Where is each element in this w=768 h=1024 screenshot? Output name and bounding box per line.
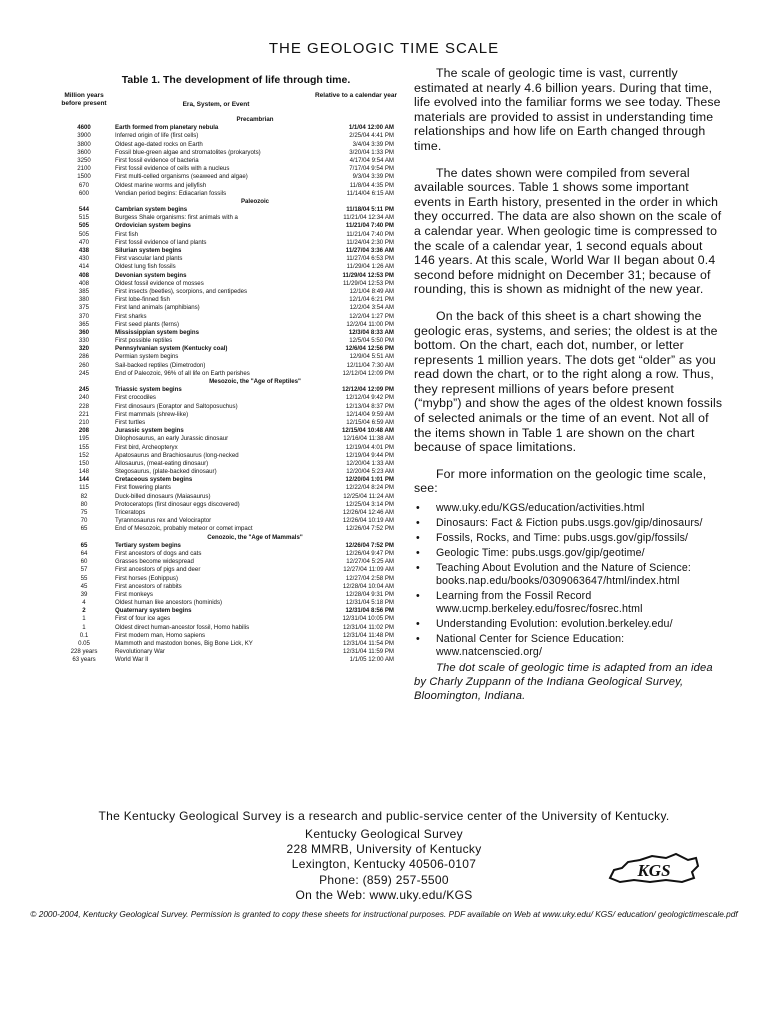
event-cell: First lobe-finned fish <box>115 296 170 304</box>
event-cell: World War II <box>115 656 149 664</box>
calendar-cell: 12/2/04 11:00 PM <box>346 320 394 328</box>
event-cell: First vascular land plants <box>115 255 183 263</box>
calendar-cell: 12/31/04 8:56 PM <box>345 607 394 615</box>
kgs-statement: The Kentucky Geological Survey is a research and public-service center of the University of Kentucky. <box>98 809 670 823</box>
calendar-cell: 9/3/04 3:39 PM <box>352 173 394 181</box>
calendar-cell: 7/17/04 9:54 PM <box>349 165 394 173</box>
table-row <box>56 329 406 337</box>
table-row <box>56 280 406 288</box>
million-years-cell: 600 <box>78 189 90 197</box>
table-row <box>56 321 406 329</box>
page-title: THE GEOLOGIC TIME SCALE <box>268 40 500 57</box>
table-row <box>56 517 406 525</box>
table-row <box>56 239 406 247</box>
event-cell: Ordovician system begins <box>115 222 191 230</box>
event-cell: First sharks <box>115 312 147 320</box>
header-event: Era, System, or Event <box>182 101 250 108</box>
table-row <box>56 288 406 296</box>
table-row <box>56 255 406 263</box>
event-cell: Dilophosaurus, an early Jurassic dinosaur <box>115 435 229 443</box>
million-years-cell: 505 <box>78 230 90 238</box>
era-heading-row <box>56 378 406 386</box>
million-years-cell: 1 <box>82 615 86 623</box>
million-years-cell: 195 <box>78 435 90 443</box>
calendar-cell: 12/13/04 8:37 PM <box>345 402 394 410</box>
attribution-note: The dot scale of geologic time is adapted from an idea by Charly Zuppann of the Indiana Geological Survey, Bloomington, Indiana. <box>414 662 713 703</box>
table-row <box>56 132 406 140</box>
calendar-cell: 12/22/04 8:24 PM <box>345 484 394 492</box>
million-years-cell: 0.1 <box>79 631 89 639</box>
table-row <box>56 386 406 394</box>
event-cell: Burgess Shale organisms: first animals with a <box>115 214 238 222</box>
table-row <box>56 231 406 239</box>
event-cell: First insects (beetles), scorpions, and centipedes <box>115 287 248 295</box>
event-cell: Pennsylvanian system (Kentucky coal) <box>115 345 228 353</box>
table-row <box>56 370 406 378</box>
table-row <box>56 263 406 271</box>
event-cell: First turtles <box>115 418 146 426</box>
table-row <box>56 149 406 157</box>
calendar-cell: 12/28/04 10:04 AM <box>342 582 394 590</box>
million-years-cell: 2 <box>82 607 86 615</box>
event-cell: First of four ice ages <box>115 615 171 623</box>
million-years-cell: 365 <box>78 320 90 328</box>
table-row <box>56 591 406 599</box>
table-row <box>56 501 406 509</box>
calendar-cell: 12/11/04 7:30 AM <box>346 361 394 369</box>
calendar-cell: 12/1/04 8:49 AM <box>349 287 394 295</box>
event-cell: Oldest fossil evidence of mosses <box>115 279 204 287</box>
event-cell: Allosaurus, (meat-eating dinosaur) <box>115 459 209 467</box>
event-cell: Protoceratops (first dinosaur eggs discovered) <box>115 500 240 508</box>
table-row <box>56 558 406 566</box>
event-cell: Oldest lung fish fossils <box>115 263 176 271</box>
table-row <box>56 337 406 345</box>
calendar-cell: 11/8/04 4:35 PM <box>349 181 394 189</box>
million-years-cell: 286 <box>78 353 90 361</box>
table-row <box>56 411 406 419</box>
million-years-cell: 80 <box>80 500 88 508</box>
calendar-cell: 12/14/04 9:59 AM <box>346 410 394 418</box>
event-cell: Jurassic system begins <box>115 427 184 435</box>
paragraph-more-info: For more information on the geologic time scale, see: <box>414 466 707 496</box>
event-cell: First ancestors of rabbits <box>115 582 182 590</box>
table-row <box>56 190 406 198</box>
event-cell: Mammoth and mastodon bones, Big Bone Lick, KY <box>115 640 253 647</box>
million-years-cell: 3600 <box>77 148 91 156</box>
million-years-cell: 3250 <box>77 156 91 164</box>
era-name: Cenozoic, the "Age of Mammals" <box>207 533 303 541</box>
million-years-cell: 39 <box>80 590 88 598</box>
header-calendar: Relative to a calendar year <box>314 92 397 99</box>
event-cell: First dinosaurs (Eoraptor and Saltoposuchus) <box>115 402 238 410</box>
calendar-cell: 12/27/04 5:25 AM <box>346 558 394 566</box>
million-years-cell: 75 <box>80 509 88 516</box>
table-row <box>56 222 406 230</box>
calendar-cell: 12/31/04 11:54 PM <box>342 640 394 647</box>
million-years-cell: 430 <box>78 255 90 263</box>
event-cell: First ancestors of dogs and cats <box>115 549 202 557</box>
million-years-cell: 360 <box>78 328 90 336</box>
million-years-cell: 65 <box>80 541 88 549</box>
event-cell: Oldest human like ancestors (hominids) <box>115 599 223 607</box>
resource-link[interactable]: • Geologic Time: pubs.usgs.gov/gip/geotime/ <box>414 547 724 560</box>
era-heading-row <box>56 116 406 124</box>
table-row <box>56 444 406 452</box>
million-years-cell: 2100 <box>77 165 91 173</box>
table-row <box>56 353 406 361</box>
million-years-cell: 57 <box>80 566 88 574</box>
event-cell: Revolutionary War <box>115 648 165 656</box>
calendar-cell: 12/15/04 6:59 AM <box>346 418 394 426</box>
table-row <box>56 525 406 533</box>
event-cell: First bird, Archeopteryx <box>115 443 178 451</box>
paragraph-dates: The dates shown were compiled from several available sources. Table 1 shows some important events in Earth history, presented in the order in which they occurred. The data are also shown on the scale of a calendar year. When geologic time is compressed to the scale of a calendar year, 1 second equals about 146 years. At this scale, World War II began about 0.4 second before midnight on December 31; because of rounding, this is shown as midnight of the new year. <box>414 165 722 297</box>
calendar-cell: 12/26/04 9:47 PM <box>345 549 394 557</box>
calendar-cell: 11/27/04 3:36 AM <box>345 247 394 254</box>
million-years-cell: 65 <box>80 525 88 533</box>
event-cell: Cretaceous system begins <box>115 476 193 484</box>
calendar-cell: 12/26/04 7:52 PM <box>345 541 394 549</box>
event-cell: Apatosaurus and Brachiosaurus (long-necked <box>115 451 239 459</box>
event-cell: Oldest marine worms and jellyfish <box>115 181 207 189</box>
calendar-cell: 11/29/04 12:53 PM <box>342 279 394 287</box>
era-heading-row <box>56 198 406 206</box>
resource-link[interactable]: • www.uky.edu/KGS/education/activities.html <box>414 502 724 515</box>
million-years-cell: 70 <box>80 517 88 525</box>
million-years-cell: 260 <box>78 361 90 369</box>
table-row <box>56 157 406 165</box>
calendar-cell: 12/20/04 5:23 AM <box>346 468 394 476</box>
calendar-cell: 1/1/05 12:00 AM <box>349 656 394 664</box>
calendar-cell: 11/21/04 12:34 AM <box>343 214 394 222</box>
event-cell: First fossil evidence of land plants <box>115 238 207 246</box>
table-row <box>56 632 406 640</box>
million-years-cell: 438 <box>78 247 90 254</box>
table-row <box>56 362 406 370</box>
calendar-cell: 4/17/04 9:54 AM <box>349 156 394 164</box>
million-years-cell: 0.05 <box>78 640 90 647</box>
event-cell: First seed plants (ferns) <box>115 320 180 328</box>
calendar-cell: 12/2/04 3:54 AM <box>349 304 394 312</box>
event-cell: First horses (Eohippus) <box>115 574 178 582</box>
event-cell: Permian system begins <box>115 353 179 361</box>
resource-link[interactable]: • Learning from the Fossil Record www.ucmp.berkeley.edu/fosrec/fosrec.html <box>414 590 724 616</box>
header-million-years: Million years before present <box>61 92 107 107</box>
event-cell: Inferred origin of life (first cells) <box>115 132 199 140</box>
event-cell: First multi-celled organisms (seaweed and algae) <box>115 173 248 181</box>
million-years-cell: 4600 <box>77 124 91 132</box>
event-cell: Mississippian system begins <box>115 328 199 336</box>
event-cell: First flowering plants <box>115 484 171 492</box>
million-years-cell: 670 <box>78 181 90 189</box>
table-row <box>56 165 406 173</box>
resource-link[interactable]: • National Center for Science Education: www.natcenscied.org/ <box>414 633 724 659</box>
event-cell: Tyrannosaurus rex and Velociraptor <box>115 517 212 525</box>
event-cell: Sail-backed reptiles (Dimetrodon) <box>115 361 206 369</box>
calendar-cell: 12/27/04 2:58 PM <box>345 574 394 582</box>
calendar-cell: 11/24/04 2:30 PM <box>346 238 394 246</box>
million-years-cell: 375 <box>78 304 90 312</box>
million-years-cell: 63 years <box>72 656 96 664</box>
table-row <box>56 182 406 190</box>
million-years-cell: 208 <box>78 427 90 435</box>
table-row <box>56 304 406 312</box>
table-row <box>56 599 406 607</box>
calendar-cell: 3/20/04 1:33 PM <box>349 148 394 156</box>
calendar-cell: 12/26/04 10:19 AM <box>342 517 394 525</box>
million-years-cell: 380 <box>78 296 90 304</box>
calendar-cell: 12/20/04 1:01 PM <box>345 476 394 484</box>
million-years-cell: 64 <box>80 549 88 557</box>
calendar-cell: 12/3/04 8:33 AM <box>348 328 394 336</box>
million-years-cell: 55 <box>80 574 88 582</box>
million-years-cell: 408 <box>78 271 90 279</box>
calendar-cell: 11/14/04 6:15 AM <box>346 189 394 197</box>
table-row <box>56 509 406 517</box>
table-row <box>56 345 406 353</box>
event-cell: First crocodiles <box>115 394 156 402</box>
event-cell: First mammals (shrew-like) <box>115 410 189 418</box>
table-row <box>56 272 406 280</box>
logo-text: KGS <box>637 861 671 880</box>
resource-link[interactable]: • Dinosaurs: Fact & Fiction pubs.usgs.gov/gip/dinosaurs/ <box>414 517 724 530</box>
million-years-cell: 60 <box>80 558 88 566</box>
event-cell: Oldest age-dated rocks on Earth <box>115 140 203 148</box>
calendar-cell: 12/1/04 6:21 PM <box>349 296 394 304</box>
million-years-cell: 1 <box>82 623 86 631</box>
resource-list <box>414 502 724 659</box>
event-cell: Duck-billed dinosaurs (Maiasaurus) <box>115 492 211 500</box>
calendar-cell: 11/21/04 7:40 PM <box>346 230 394 238</box>
table-row <box>56 141 406 149</box>
calendar-cell: 12/19/04 4:01 PM <box>345 443 394 451</box>
table-row <box>56 550 406 558</box>
million-years-cell: 505 <box>78 222 90 230</box>
million-years-cell: 385 <box>78 287 90 295</box>
million-years-cell: 408 <box>78 279 90 287</box>
event-cell: End of Paleozoic, 96% of all life on Earth perishes <box>115 369 250 377</box>
table-row <box>56 615 406 623</box>
calendar-cell: 12/6/04 12:56 PM <box>345 345 394 353</box>
million-years-cell: 152 <box>78 451 90 459</box>
table-header <box>56 92 406 116</box>
calendar-cell: 12/9/04 5:51 AM <box>349 353 394 361</box>
table-row <box>56 452 406 460</box>
event-cell: First land animals (amphibians) <box>115 304 200 312</box>
address-phone: Phone: (859) 257-5500 <box>319 872 449 887</box>
era-name: Paleozoic <box>240 197 270 205</box>
event-cell: Stegosaurus, (plate-backed dinosaur) <box>115 468 217 476</box>
table-row <box>56 206 406 214</box>
table-row <box>56 313 406 321</box>
event-cell: First possible reptiles <box>115 337 173 345</box>
calendar-cell: 11/21/04 7:40 PM <box>345 222 394 230</box>
event-cell: Earth formed from planetary nebula <box>115 124 219 132</box>
resource-link[interactable]: • Fossils, Rocks, and Time: pubs.usgs.gov/gip/fossils/ <box>414 532 724 545</box>
address-org: Kentucky Geological Survey <box>305 827 463 841</box>
calendar-cell: 12/15/04 10:48 AM <box>342 427 394 435</box>
kgs-logo-icon <box>606 848 702 888</box>
event-cell: Vendian period begins: Ediacarian fossils <box>115 189 227 197</box>
million-years-cell: 470 <box>78 238 90 246</box>
table-caption: Table 1. The development of life through time. <box>121 74 351 86</box>
calendar-cell: 12/12/04 9:42 PM <box>345 394 394 402</box>
million-years-cell: 245 <box>78 369 90 377</box>
calendar-cell: 12/31/04 11:02 PM <box>342 623 394 631</box>
calendar-cell: 12/26/04 12:46 AM <box>342 509 394 516</box>
event-cell: First fossil evidence of cells with a nucleus <box>115 165 230 173</box>
event-cell: Grasses become widespread <box>115 558 194 566</box>
calendar-cell: 12/20/04 1:33 AM <box>346 459 394 467</box>
calendar-cell: 12/5/04 5:50 PM <box>349 337 394 345</box>
calendar-cell: 12/12/04 12:09 PM <box>342 386 394 394</box>
million-years-cell: 320 <box>78 345 90 353</box>
table-row <box>56 460 406 468</box>
table-row <box>56 648 406 656</box>
calendar-cell: 12/27/04 11:09 AM <box>343 566 394 574</box>
calendar-cell: 12/31/04 5:18 PM <box>345 599 394 607</box>
era-name: Precambrian <box>236 116 274 123</box>
event-cell: End of Mesozoic, probably meteor or comet impact <box>115 525 253 533</box>
address-web[interactable]: On the Web: www.uky.edu/KGS <box>295 887 473 902</box>
table-row <box>56 468 406 476</box>
table-row <box>56 583 406 591</box>
table-row <box>56 296 406 304</box>
table-row <box>56 493 406 501</box>
event-cell: Triassic system begins <box>115 386 182 394</box>
calendar-cell: 12/2/04 1:27 PM <box>349 312 394 320</box>
calendar-cell: 12/31/04 10:05 PM <box>342 615 394 623</box>
table-row <box>56 566 406 574</box>
event-cell: Quaternary system begins <box>115 607 192 615</box>
event-cell: First fish <box>115 230 139 238</box>
million-years-cell: 3900 <box>77 132 91 140</box>
table-row <box>56 476 406 484</box>
million-years-cell: 82 <box>80 492 88 500</box>
table-row <box>56 394 406 402</box>
calendar-cell: 12/28/04 9:31 PM <box>345 590 394 598</box>
million-years-cell: 228 <box>78 402 90 410</box>
calendar-cell: 11/18/04 5:11 PM <box>346 206 394 214</box>
calendar-cell: 12/31/04 11:48 PM <box>342 631 394 639</box>
million-years-cell: 370 <box>78 312 90 320</box>
million-years-cell: 3800 <box>77 140 91 148</box>
calendar-cell: 11/29/04 12:53 PM <box>342 271 394 279</box>
million-years-cell: 210 <box>78 418 90 426</box>
event-cell: Cambrian system begins <box>115 206 188 214</box>
million-years-cell: 150 <box>78 459 90 467</box>
life-through-time-table <box>56 74 406 665</box>
million-years-cell: 1500 <box>77 173 91 181</box>
calendar-cell: 12/12/04 12:09 PM <box>342 369 394 377</box>
calendar-cell: 12/25/04 11:24 AM <box>343 492 394 500</box>
event-cell: First fossil evidence of bacteria <box>115 156 199 164</box>
resource-link[interactable]: • Understanding Evolution: evolution.berkeley.edu/ <box>414 618 724 631</box>
million-years-cell: 330 <box>78 337 90 345</box>
resource-link[interactable]: • Teaching About Evolution and the Nature of Science: books.nap.edu/books/0309063647/html/index.html <box>414 562 724 588</box>
calendar-cell: 1/1/04 12:00 AM <box>348 124 394 132</box>
calendar-cell: 12/19/04 9:44 PM <box>345 451 394 459</box>
address-city: Lexington, Kentucky 40506-0107 <box>291 857 477 872</box>
event-cell: Triceratops <box>115 509 146 516</box>
million-years-cell: 148 <box>78 468 90 476</box>
table-row <box>56 427 406 435</box>
million-years-cell: 414 <box>78 263 90 271</box>
calendar-cell: 11/27/04 6:53 PM <box>346 255 394 263</box>
address-street: 228 MMRB, University of Kentucky <box>286 842 482 857</box>
million-years-cell: 155 <box>78 443 90 451</box>
calendar-cell: 2/25/04 4:41 PM <box>349 132 394 140</box>
million-years-cell: 45 <box>80 582 88 590</box>
million-years-cell: 245 <box>78 386 90 394</box>
table-row <box>56 542 406 550</box>
table-row <box>56 575 406 583</box>
table-row <box>56 214 406 222</box>
million-years-cell: 4 <box>82 599 86 607</box>
table-body <box>56 116 406 665</box>
event-cell: Tertiary system begins <box>115 541 181 549</box>
calendar-cell: 12/26/04 7:52 PM <box>345 525 394 533</box>
table-row <box>56 247 406 255</box>
event-cell: First modern man, Homo sapiens <box>115 631 206 639</box>
era-heading-row <box>56 534 406 542</box>
table-row <box>56 435 406 443</box>
event-cell: First ancestors of pigs and deer <box>115 566 201 574</box>
million-years-cell: 544 <box>78 206 90 214</box>
table-row <box>56 607 406 615</box>
event-cell: First monkeys <box>115 590 153 598</box>
million-years-cell: 228 years <box>70 648 98 656</box>
table-row <box>56 403 406 411</box>
million-years-cell: 221 <box>78 410 90 418</box>
calendar-cell: 12/16/04 11:38 AM <box>343 435 394 443</box>
era-name: Mesozoic, the "Age of Reptiles" <box>209 378 301 385</box>
table-row <box>56 656 406 664</box>
paragraph-chart: On the back of this sheet is a chart showing the geologic eras, systems, and series; the oldest is at the bottom. On the chart, each dot, number, or letter represents 1 million years. The dots get “older” as you read down the chart, or to the right along a row. Thus, they represent millions of years before present (“mybp”) and show the ages of the oldest known fossils of selected animals or the time of an event. Not all of the items shown in Table 1 are shown on the chart because of space limitations. <box>414 308 723 455</box>
event-cell: Oldest direct human-ancestor fossil, Homo habilis <box>115 623 250 631</box>
event-cell: Silurian system begins <box>115 247 182 254</box>
calendar-cell: 12/25/04 3:14 PM <box>345 500 394 508</box>
million-years-cell: 144 <box>78 476 90 484</box>
calendar-cell: 12/31/04 11:59 PM <box>342 648 394 656</box>
table-row <box>56 124 406 132</box>
table-row <box>56 624 406 632</box>
table-row <box>56 419 406 427</box>
copyright: © 2000-2004, Kentucky Geological Survey. Permission is granted to copy these sheets for instructional purposes. PDF available on Web at www.uky.edu/ KGS/ education/ geologictimescale.pdf <box>30 909 738 919</box>
million-years-cell: 115 <box>79 484 89 492</box>
table-row <box>56 640 406 648</box>
million-years-cell: 240 <box>78 394 90 402</box>
event-cell: Devonian system begins <box>115 271 187 279</box>
event-cell: Fossil blue-green algae and stromatolites (prokaryots) <box>115 148 261 156</box>
table-row <box>56 173 406 181</box>
calendar-cell: 3/4/04 3:39 PM <box>352 140 394 148</box>
table-row <box>56 484 406 492</box>
calendar-cell: 11/29/04 1:26 AM <box>346 263 394 271</box>
paragraph-scale: The scale of geologic time is vast, currently estimated at nearly 4.6 billion years. During that time, life evolved into the familiar forms we see today. These materials are provided to assist in understanding time relationships and how life on Earth changed through time. <box>414 66 721 153</box>
million-years-cell: 515 <box>78 214 90 222</box>
intro-text <box>414 66 724 715</box>
